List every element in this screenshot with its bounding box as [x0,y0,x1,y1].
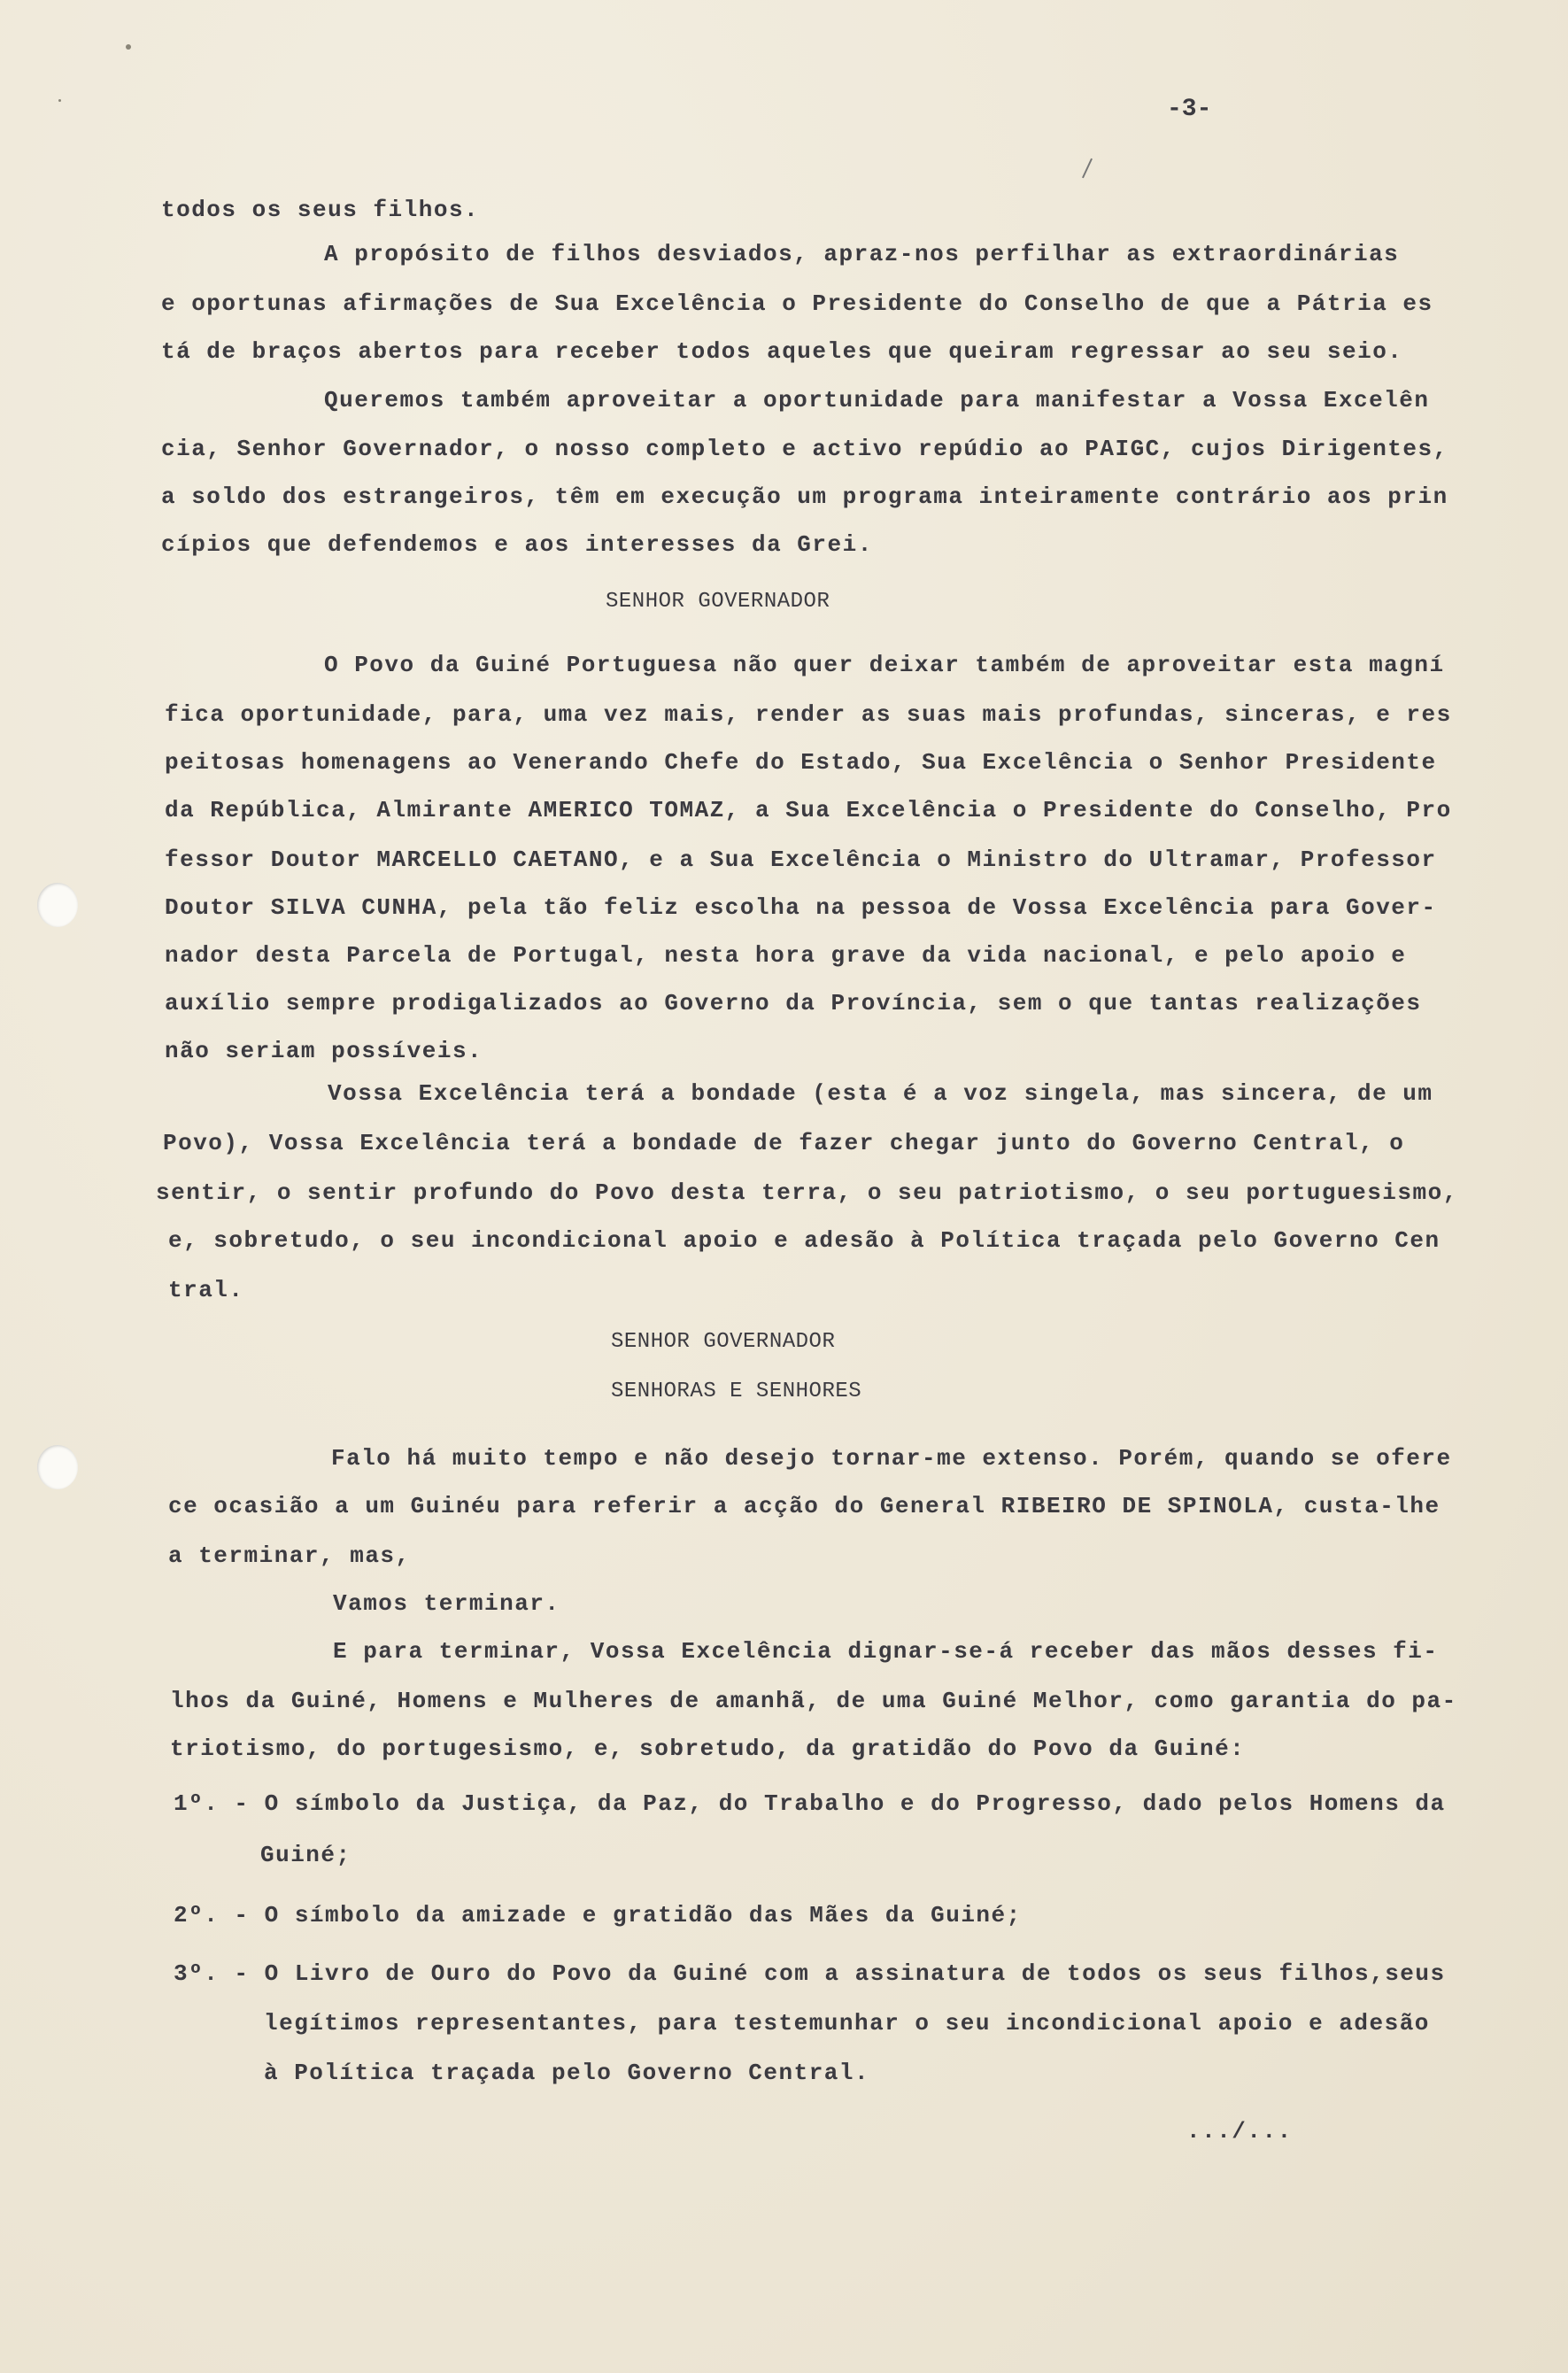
pen-mark [1082,158,1093,179]
list-item-continuation: Guiné; [260,1842,351,1868]
paragraph-line: a terminar, mas, [168,1542,411,1569]
paragraph-line: cípios que defendemos e aos interesses da Grei. [161,531,873,558]
paragraph-line: O Povo da Guiné Portuguesa não quer deixar também de aproveitar esta magní [324,652,1445,678]
section-heading: SENHORAS E SENHORES [611,1380,862,1403]
paragraph-line: sentir, o sentir profundo do Povo desta terra, o seu patriotismo, o seu portuguesismo, [156,1179,1458,1206]
list-item: 3º. - O Livro de Ouro do Povo da Guiné com a assinatura de todos os seus filhos,seus [174,1960,1446,1987]
paragraph-line: a soldo dos estrangeiros, têm em execução um programa inteiramente contrário aos prin [161,483,1448,510]
paper-speck [58,99,61,102]
paragraph-line: fica oportunidade, para, uma vez mais, render as suas mais profundas, sinceras, e res [165,701,1452,728]
paragraph-line: lhos da Guiné, Homens e Mulheres de amanhã, de uma Guiné Melhor, como garantia do pa- [170,1688,1457,1714]
paragraph-line: e, sobretudo, o seu incondicional apoio e adesão à Política traçada pelo Governo Cen [168,1227,1441,1254]
paragraph-line: ce ocasião a um Guinéu para referir a acção do General RIBEIRO DE SPINOLA, custa-lhe [168,1493,1441,1519]
paragraph-line: fessor Doutor MARCELLO CAETANO, e a Sua Excelência o Ministro do Ultramar, Professor [165,846,1437,873]
paragraph-line: E para terminar, Vossa Excelência dignar-se-á receber das mãos desses fi- [333,1638,1439,1665]
paragraph-line: Queremos também aproveitar a oportunidade para manifestar a Vossa Excelên [324,387,1430,414]
paragraph-line: Povo), Vossa Excelência terá a bondade de fazer chegar junto do Governo Central, o [163,1130,1405,1156]
list-item: 1º. - O símbolo da Justiça, da Paz, do Trabalho e do Progresso, dado pelos Homens da [174,1790,1446,1817]
paragraph-line: da República, Almirante AMERICO TOMAZ, a Sua Excelência o Presidente do Conselho, Pro [165,797,1452,823]
paragraph-line: cia, Senhor Governador, o nosso completo e activo repúdio ao PAIGC, cujos Dirigentes, [161,436,1448,462]
paragraph-line: auxílio sempre prodigalizados ao Governo da Província, sem o que tantas realizações [165,990,1422,1016]
list-item-continuation: legítimos representantes, para testemunhar o seu incondicional apoio e adesão [264,2010,1430,2037]
punch-hole [37,1445,78,1489]
paragraph-line: Doutor SILVA CUNHA, pela tão feliz escolha na pessoa de Vossa Excelência para Gover- [165,894,1437,921]
list-item: 2º. - O símbolo da amizade e gratidão das Mães da Guiné; [174,1902,1022,1929]
paragraph-line: Vamos terminar. [333,1590,560,1617]
page-number: -3- [1167,96,1212,123]
paper-speck [126,44,131,50]
paragraph-line: não seriam possíveis. [165,1038,483,1064]
list-item-continuation: à Política traçada pelo Governo Central. [264,2060,870,2086]
paragraph-line: peitosas homenagens ao Venerando Chefe do Estado, Sua Excelência o Senhor Presidente [165,749,1437,776]
punch-hole [37,883,78,927]
paragraph-line: tá de braços abertos para receber todos aqueles que queiram regressar ao seu seio. [161,338,1403,365]
section-heading: SENHOR GOVERNADOR [611,1330,836,1354]
continuation-line: todos os seus filhos. [161,197,480,223]
continued-mark: .../... [1186,2118,1293,2145]
paragraph-line: Vossa Excelência terá a bondade (esta é a voz singela, mas sincera, de um [328,1080,1433,1107]
paragraph-line: triotismo, do portugesismo, e, sobretudo, da gratidão do Povo da Guiné: [170,1735,1246,1762]
paragraph-line: nador desta Parcela de Portugal, nesta hora grave da vida nacional, e pelo apoio e [165,942,1407,969]
section-heading: SENHOR GOVERNADOR [606,590,830,614]
paragraph-line: Falo há muito tempo e não desejo tornar-me extenso. Porém, quando se ofere [331,1445,1452,1472]
paragraph-line: tral. [168,1277,244,1303]
paragraph-line: e oportunas afirmações de Sua Excelência o Presidente do Conselho de que a Pátria es [161,290,1433,317]
paragraph-line: A propósito de filhos desviados, apraz-nos perfilhar as extraordinárias [324,241,1400,267]
